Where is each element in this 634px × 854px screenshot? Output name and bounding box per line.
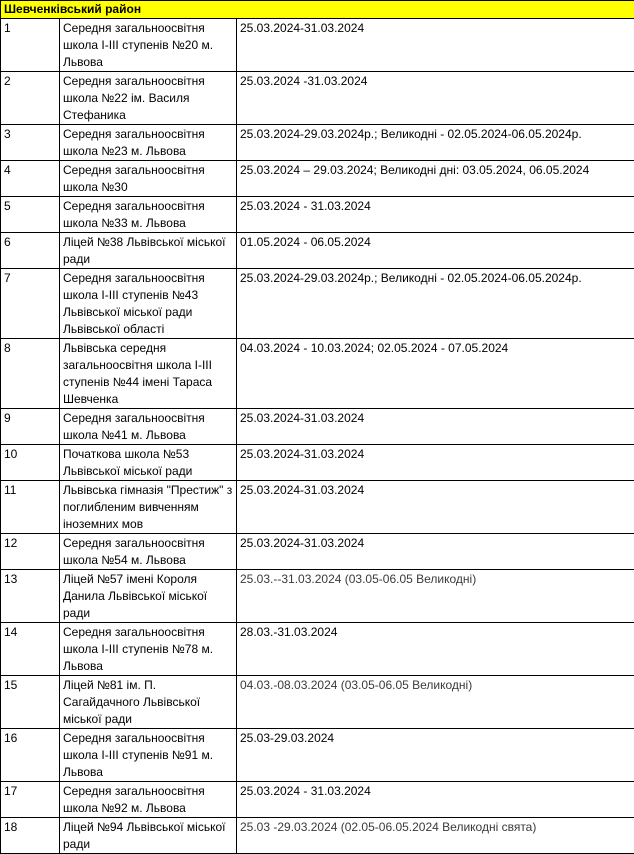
row-number-cell[interactable]: 13 (1, 570, 60, 623)
table-row (1, 481, 634, 534)
table-row (1, 125, 634, 161)
vacation-dates-cell[interactable]: 25.03.2024-31.03.2024 (237, 445, 634, 481)
vacation-dates-cell[interactable]: 25.03.2024 - 31.03.2024 (237, 782, 634, 818)
table-row (1, 269, 634, 339)
school-name-cell[interactable]: Ліцей №81 ім. П. Сагайдачного Львівської міської ради (60, 676, 237, 729)
table-row (1, 233, 634, 269)
table-row (1, 197, 634, 233)
school-name-cell[interactable]: Ліцей №38 Львівської міської ради (60, 233, 237, 269)
vacation-dates-cell[interactable]: 25.03.2024-29.03.2024р.; Великодні - 02.05.2024-06.05.2024р. (237, 269, 634, 339)
school-name-cell[interactable]: Середня загальноосвітня школа №23 м. Львова (60, 125, 237, 161)
table-row (1, 729, 634, 782)
row-number-cell[interactable]: 2 (1, 72, 60, 125)
row-number-cell[interactable]: 18 (1, 818, 60, 854)
district-header[interactable]: Шевченківський район (1, 1, 634, 19)
row-number-cell[interactable]: 3 (1, 125, 60, 161)
school-name-cell[interactable]: Середня загальноосвітня школа №92 м. Львова (60, 782, 237, 818)
school-name-cell[interactable]: Середня загальноосвітня школа І-ІІІ ступенів №78 м. Львова (60, 623, 237, 676)
vacation-dates-cell[interactable]: 28.03.-31.03.2024 (237, 623, 634, 676)
row-number-cell[interactable]: 5 (1, 197, 60, 233)
table-row (1, 534, 634, 570)
row-number-cell[interactable]: 7 (1, 269, 60, 339)
school-name-cell[interactable]: Середня загальноосвітня школа І-ІІІ ступенів №20 м. Львова (60, 19, 237, 72)
row-number-cell[interactable]: 12 (1, 534, 60, 570)
vacation-dates-cell[interactable]: 04.03.2024 - 10.03.2024; 02.05.2024 - 07.05.2024 (237, 339, 634, 409)
table-row (1, 161, 634, 197)
school-name-cell[interactable]: Ліцей №57 імені Короля Данила Львівської міської ради (60, 570, 237, 623)
row-number-cell[interactable]: 15 (1, 676, 60, 729)
vacation-dates-cell[interactable]: 04.03.-08.03.2024 (03.05-06.05 Великодні) (237, 676, 634, 729)
row-number-cell[interactable]: 16 (1, 729, 60, 782)
vacation-dates-cell[interactable]: 25.03.2024-31.03.2024 (237, 19, 634, 72)
vacation-dates-cell[interactable]: 25.03.2024 – 29.03.2024; Великодні дні: 03.05.2024, 06.05.2024 (237, 161, 634, 197)
table-row (1, 339, 634, 409)
table-row (1, 818, 634, 854)
school-name-cell[interactable]: Середня загальноосвітня школа №30 (60, 161, 237, 197)
table-row (1, 570, 634, 623)
row-number-cell[interactable]: 6 (1, 233, 60, 269)
table-row (1, 19, 634, 72)
table-row (1, 445, 634, 481)
row-number-cell[interactable]: 4 (1, 161, 60, 197)
table-row (1, 676, 634, 729)
table-row (1, 72, 634, 125)
school-name-cell[interactable]: Середня загальноосвітня школа №41 м. Львова (60, 409, 237, 445)
row-number-cell[interactable]: 17 (1, 782, 60, 818)
vacation-dates-cell[interactable]: 25.03-29.03.2024 (237, 729, 634, 782)
school-name-cell[interactable]: Початкова школа №53 Львівської міської ради (60, 445, 237, 481)
row-number-cell[interactable]: 9 (1, 409, 60, 445)
vacation-dates-cell[interactable]: 25.03.--31.03.2024 (03.05-06.05 Великодні) (237, 570, 634, 623)
vacation-dates-cell[interactable]: 25.03.2024-31.03.2024 (237, 409, 634, 445)
row-number-cell[interactable]: 8 (1, 339, 60, 409)
vacation-dates-cell[interactable]: 25.03.2024-31.03.2024 (237, 534, 634, 570)
row-number-cell[interactable]: 14 (1, 623, 60, 676)
school-name-cell[interactable]: Середня загальноосвітня школа І-ІІІ ступенів №91 м. Львова (60, 729, 237, 782)
school-name-cell[interactable]: Ліцей №94 Львівської міської ради (60, 818, 237, 854)
vacation-dates-cell[interactable]: 25.03.2024 - 31.03.2024 (237, 197, 634, 233)
table-row (1, 782, 634, 818)
school-name-cell[interactable]: Середня загальноосвітня школа №22 ім. Василя Стефаника (60, 72, 237, 125)
school-name-cell[interactable]: Середня загальноосвітня школа №54 м. Львова (60, 534, 237, 570)
school-name-cell[interactable]: Львівська гімназія "Престиж" з поглибленим вивченням іноземних мов (60, 481, 237, 534)
row-number-cell[interactable]: 1 (1, 19, 60, 72)
vacation-dates-cell[interactable]: 25.03.2024-29.03.2024р.; Великодні - 02.05.2024-06.05.2024р. (237, 125, 634, 161)
row-number-cell[interactable]: 11 (1, 481, 60, 534)
row-number-cell[interactable]: 10 (1, 445, 60, 481)
table-row (1, 623, 634, 676)
vacation-dates-cell[interactable]: 25.03.2024-31.03.2024 (237, 481, 634, 534)
vacation-dates-cell[interactable]: 01.05.2024 - 06.05.2024 (237, 233, 634, 269)
district-header-row (1, 1, 634, 19)
vacation-dates-cell[interactable]: 25.03 -29.03.2024 (02.05-06.05.2024 Великодні свята) (237, 818, 634, 854)
school-name-cell[interactable]: Львівська середня загальноосвітня школа І-ІІІ ступенів №44 імені Тараса Шевченка (60, 339, 237, 409)
school-name-cell[interactable]: Середня загальноосвітня школа №33 м. Львова (60, 197, 237, 233)
school-name-cell[interactable]: Середня загальноосвітня школа І-ІІІ ступенів №43 Львівської міської ради Львівської області (60, 269, 237, 339)
table-row (1, 409, 634, 445)
vacation-dates-cell[interactable]: 25.03.2024 -31.03.2024 (237, 72, 634, 125)
